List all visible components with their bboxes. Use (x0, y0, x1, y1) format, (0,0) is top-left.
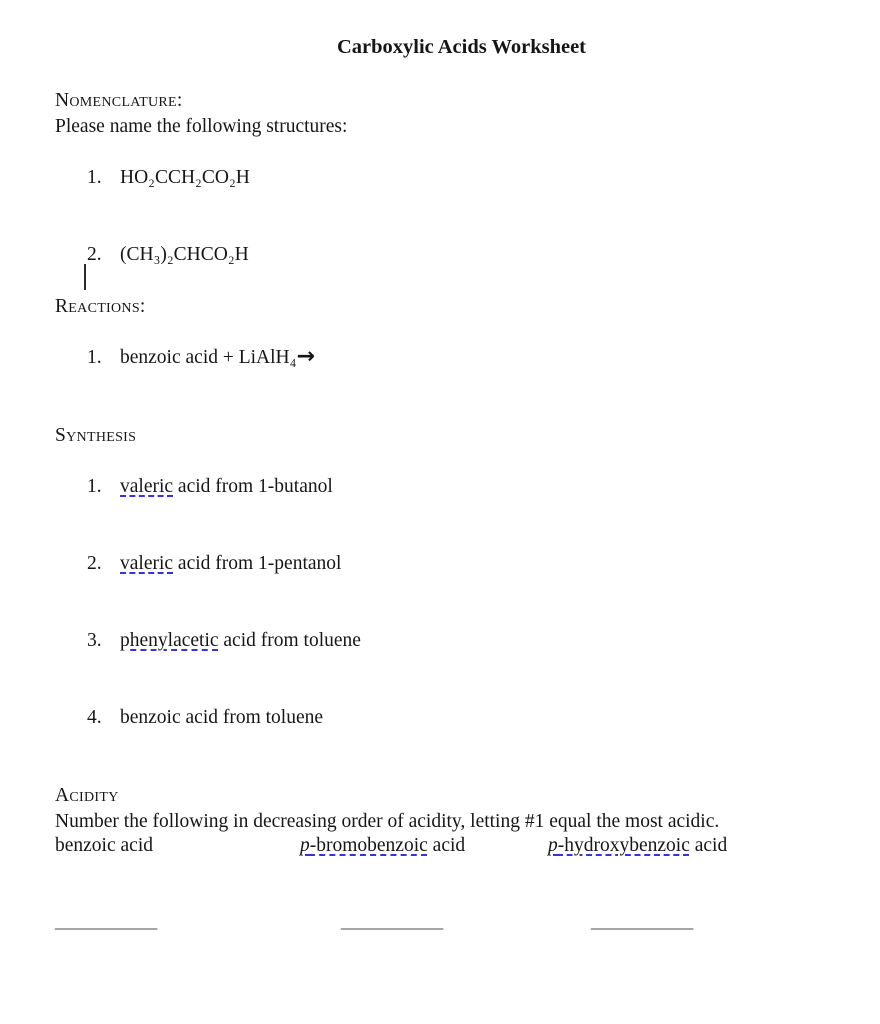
misspelled-word: valeric (120, 476, 174, 497)
list-number: 4. (87, 707, 102, 728)
synthesis-text: benzoic acid from toluene (120, 707, 324, 728)
misspelled-word: -bromobenzoic (309, 835, 428, 856)
misspelled-word: phenylacetic (120, 630, 219, 651)
acidity-option (300, 833, 465, 859)
list-number: 2. (87, 244, 102, 265)
synthesis-section-heading: Synthesis (55, 425, 137, 446)
text-cursor (84, 264, 86, 290)
synthesis-item (87, 474, 333, 500)
arrow-icon: → (296, 344, 315, 369)
reactions-section-heading: Reactions: (55, 296, 146, 317)
nomenclature-section-heading: Nomenclature: (55, 90, 183, 111)
chemical-formula: HO₂CCH₂CO₂H (120, 167, 250, 188)
list-number: 1. (87, 476, 102, 497)
reaction-item (87, 344, 315, 371)
answer-blank[interactable]: ___________ (55, 911, 157, 932)
synthesis-item (87, 551, 341, 577)
synthesis-text: acid from 1-pentanol (173, 553, 342, 574)
answer-blank[interactable]: ___________ (591, 911, 693, 932)
option-text: benzoic acid (55, 835, 153, 856)
list-number: 3. (87, 630, 102, 651)
nomenclature-intro: Please name the following structures: (55, 116, 348, 137)
acidity-option (55, 833, 153, 859)
answer-blank[interactable]: ___________ (341, 911, 443, 932)
synthesis-item (87, 705, 323, 731)
synthesis-item (87, 628, 361, 654)
acidity-option (548, 833, 727, 859)
nomenclature-item (87, 165, 250, 191)
italic-prefix: p (548, 835, 558, 856)
list-number: 1. (87, 347, 102, 368)
misspelled-word: -hydroxybenzoic (557, 835, 690, 856)
list-number: 2. (87, 553, 102, 574)
document-title: Carboxylic Acids Worksheet (336, 36, 587, 58)
acidity-section-heading: Acidity (55, 785, 119, 806)
misspelled-word: valeric (120, 553, 174, 574)
option-text: acid (427, 835, 466, 856)
nomenclature-item (87, 242, 249, 268)
acidity-instruction: Number the following in decreasing order of acidity, letting #1 equal the most acidic. (55, 811, 720, 832)
chemical-formula: (CH₃)₂CHCO₂H (120, 244, 249, 265)
synthesis-text: acid from toluene (218, 630, 361, 651)
italic-prefix: p (300, 835, 310, 856)
reaction-text: benzoic acid + LiAlH₄ (120, 347, 297, 368)
synthesis-text: acid from 1-butanol (173, 476, 333, 497)
option-text: acid (689, 835, 728, 856)
list-number: 1. (87, 167, 102, 188)
